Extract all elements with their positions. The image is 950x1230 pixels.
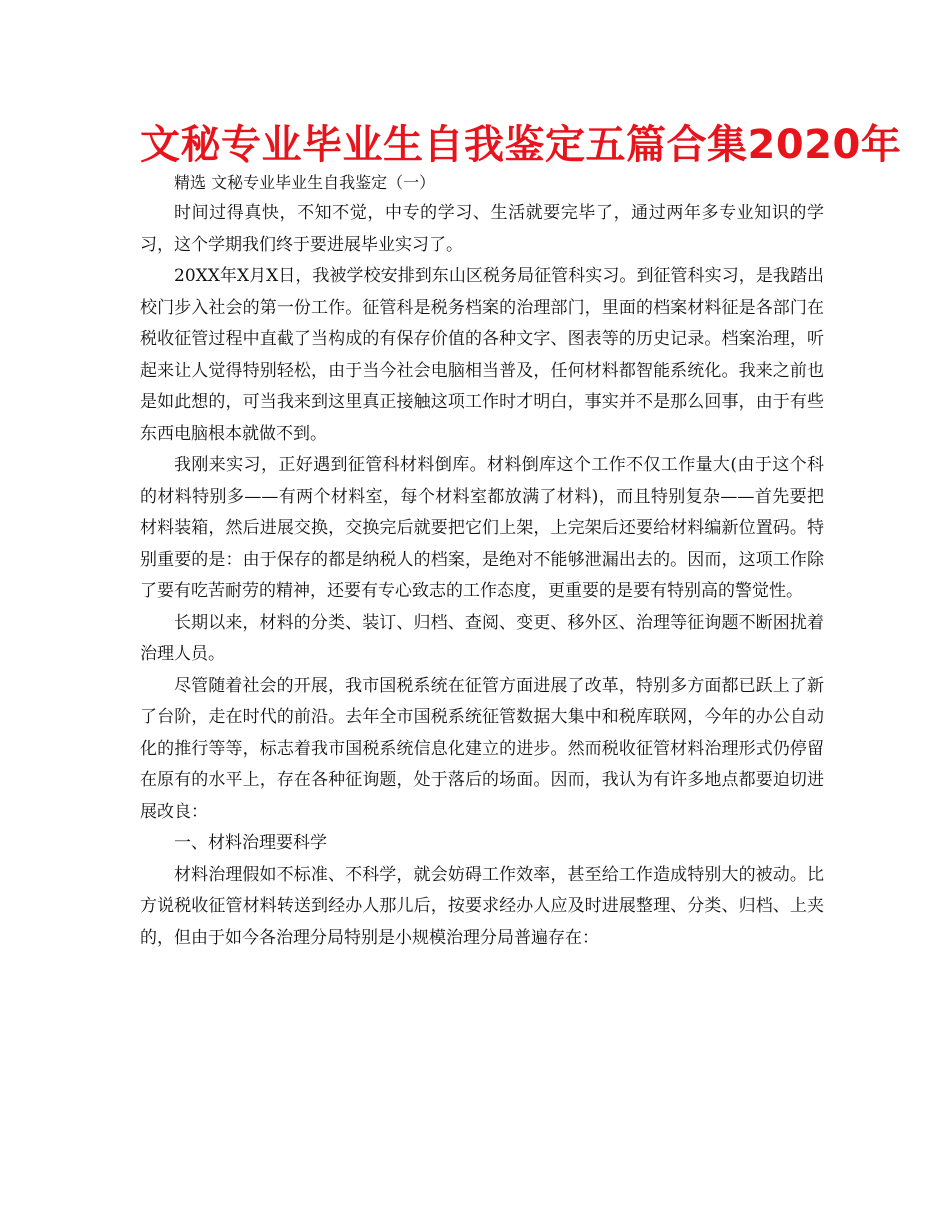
paragraph-5: 尽管随着社会的开展，我市国税系统在征管方面进展了改革，特别多方面都已跃上了新了台阶，走在时代的前沿。去年全市国税系统征管数据大集中和税库联网，今年的办公自动化的推行等等，标志着我市国税系统信息化建立的进步。然而税收征管材料治理形式仍停留在原有的水平上，存在各种征询题，处于落后的场面。因而，我认为有许多地点都要迫切进展改良：: [140, 675, 824, 822]
document-title: 文秘专业毕业生自我鉴定五篇合集2020年: [140, 122, 902, 168]
paragraph-2: 20XX年X月X日，我被学校安排到东山区税务局征管科实习。到征管科实习，是我踏出校门步入社会的第一份工作。征管科是税务档案的治理部门，里面的档案材料征是各部门在税收征管过程中直截了当构成的有保存价值的各种文字、图表等的历史记录。档案治理，听起来让人觉得特别轻松，由于当今社会电脑相当普及，任何材料都智能系统化。我来之前也是如此想的，可当我来到这里真正接触这项工作时才明白，事实并不是那么回事，由于有些东西电脑根本就做不到。: [140, 266, 824, 444]
paragraph-4: 长期以来，材料的分类、装订、归档、查阅、变更、移外区、治理等征询题不断困扰着治理人员。: [140, 612, 824, 664]
paragraph-1: 时间过得真快，不知不觉，中专的学习、生活就要完毕了，通过两年多专业知识的学习，这个学期我们终于要进展毕业实习了。: [140, 203, 824, 255]
document-body: [140, 168, 824, 954]
paragraph-3: 我刚来实习，正好遇到征管科材料倒库。材料倒库这个工作不仅工作量大(由于这个科的材料特别多——有两个材料室，每个材料室都放满了材料)，而且特别复杂——首先要把材料装箱，然后进展交换，交换完后就要把它们上架，上完架后还要给材料编新位置码。特别重要的是：由于保存的都是纳税人的档案，是绝对不能够泄漏出去的。因而，这项工作除了要有吃苦耐劳的精神，还要有专心致志的工作态度，更重要的是要有特别高的警觉性。: [140, 455, 824, 601]
section-heading: 一、材料治理要科学: [174, 833, 327, 853]
closing-paragraph: 材料治理假如不标准、不科学，就会妨碍工作效率，甚至给工作造成特别大的被动。比方说税收征管材料转送到经办人那儿后，按要求经办人应及时进展整理、分类、归档、上夹的，但由于如今各治理分局特别是小规模治理分局普遍存在：: [140, 864, 824, 948]
document-subtitle: 精选 文秘专业毕业生自我鉴定（一）: [174, 173, 436, 192]
